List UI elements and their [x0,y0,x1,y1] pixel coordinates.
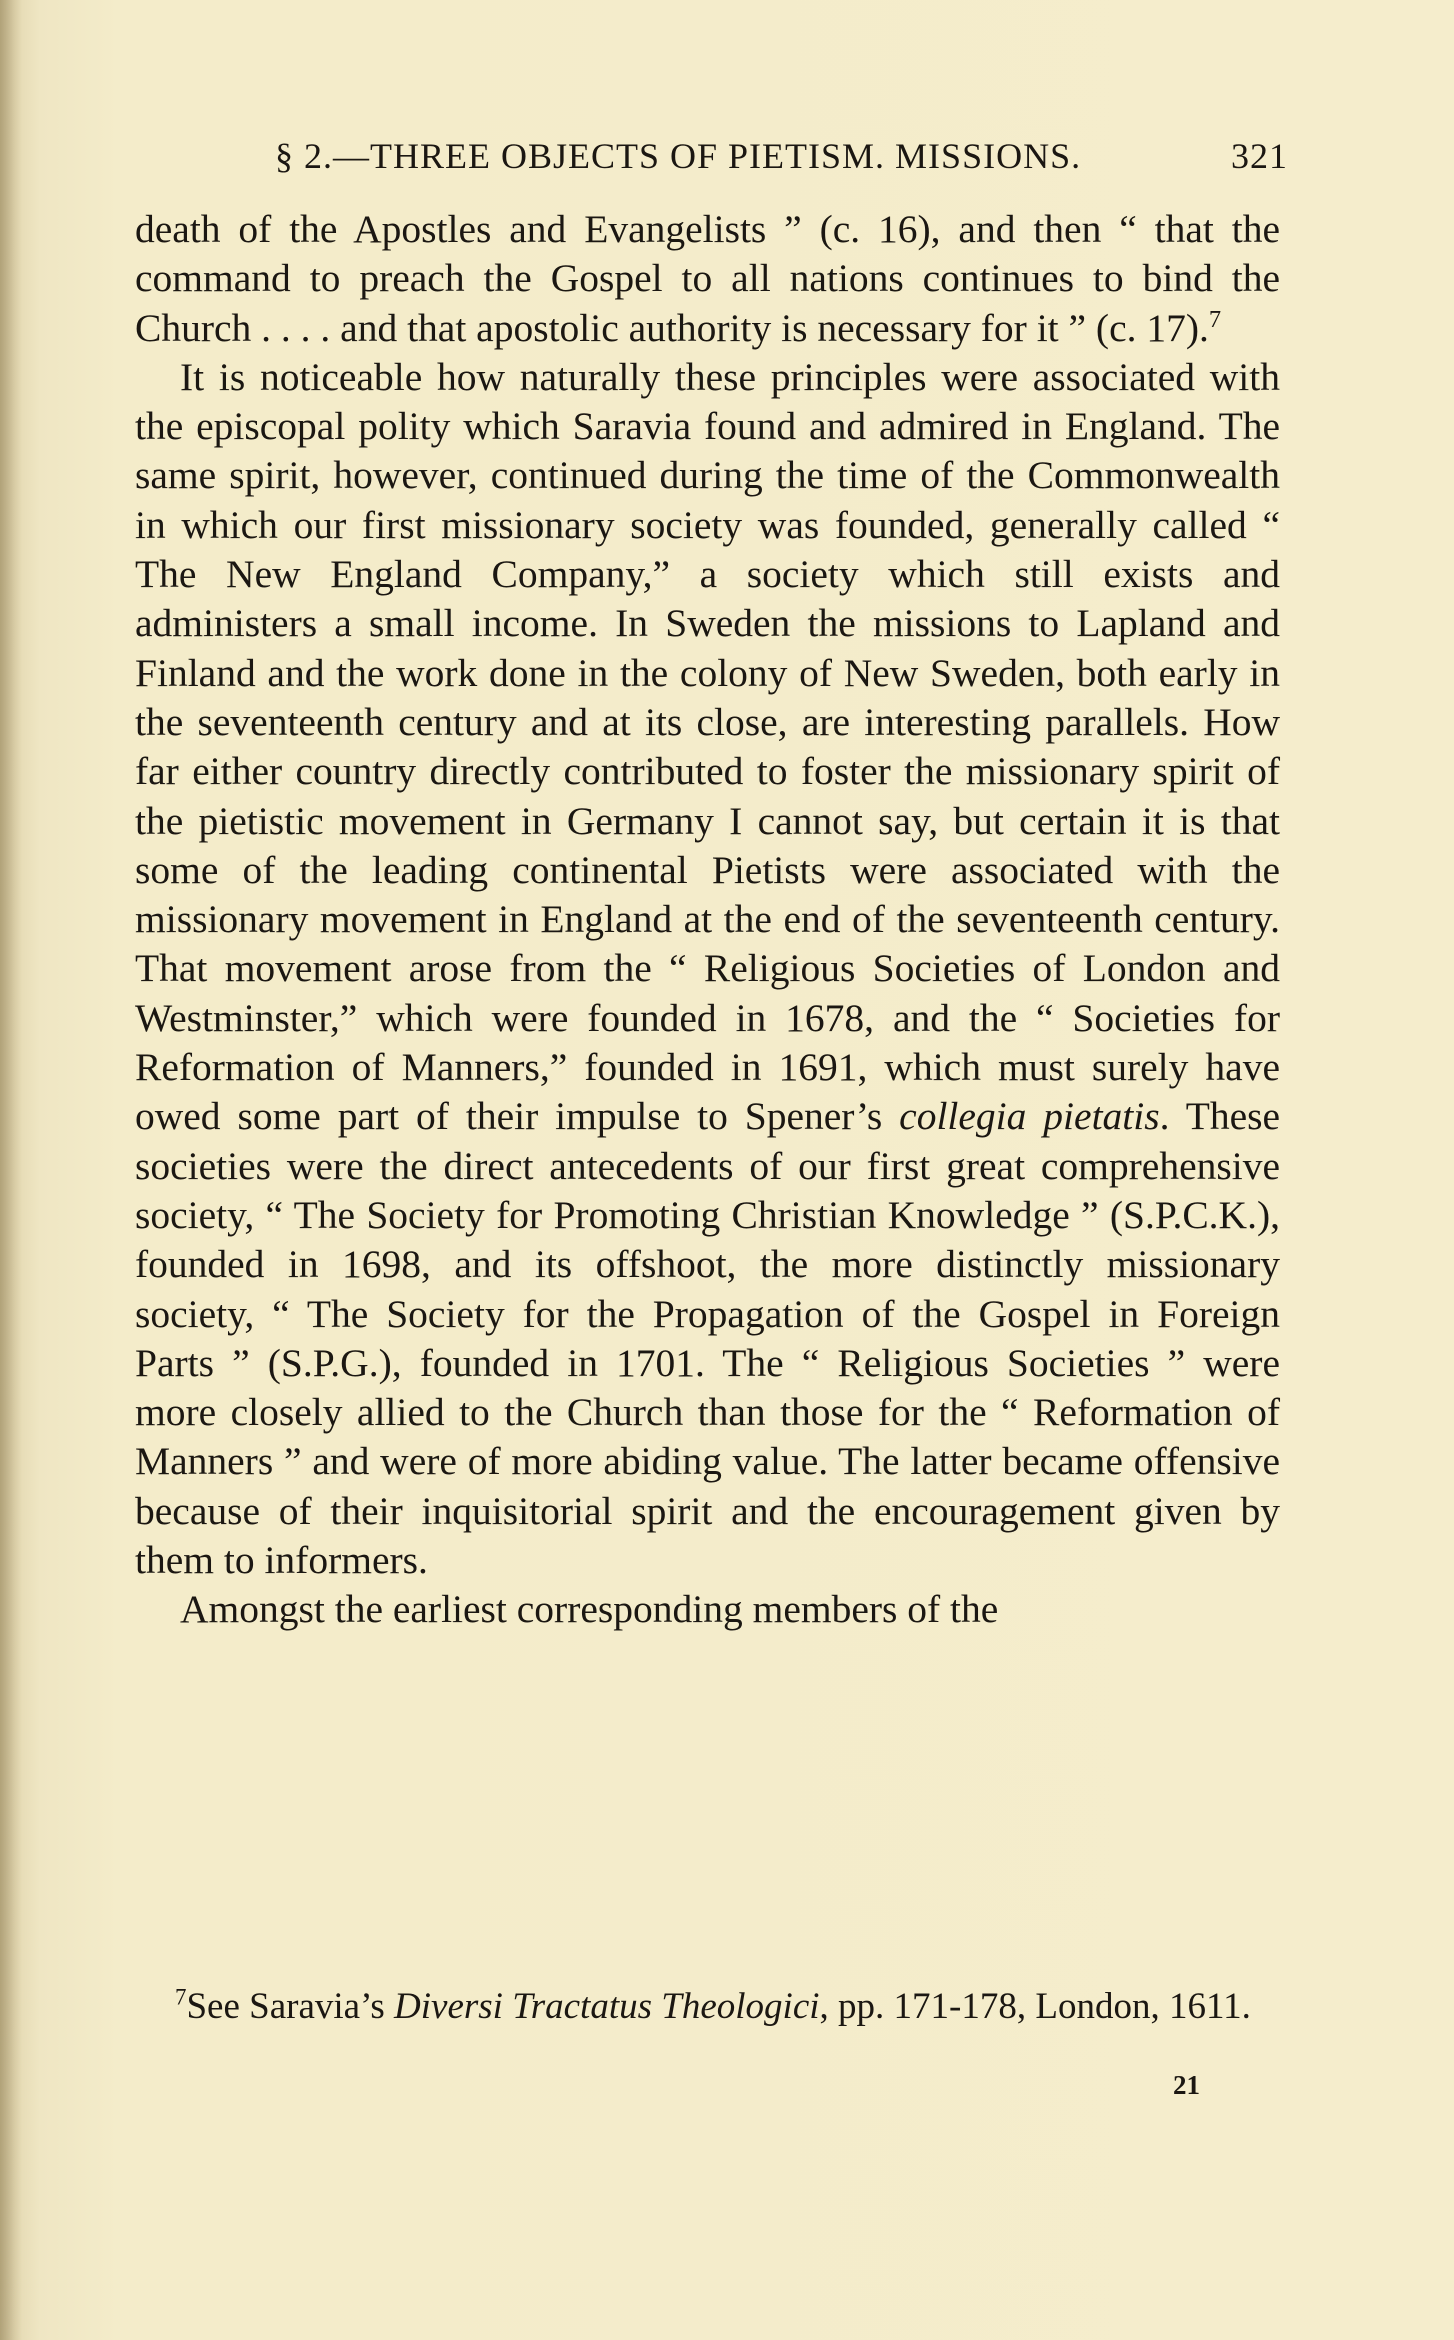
footnote-text-run: , pp. 171-178, London, 1611. [819,1986,1251,2027]
footnote-marker: 7 [175,1984,187,2010]
signature-mark: 21 [1173,2070,1200,2100]
body-text [135,205,1280,1635]
paragraph-text-run: It is noticeable how naturally these principles were associated with the episcopal polity which Saravia found and admired in England. The same spirit, however, continued during the time of the Commonwealth in which our first missionary society was founded, generally called “ The New England Company,” a society which still exists and administers a small income. In Sweden the missions to Lapland and Finland and the work done in the colony of New Sweden, both early in the seventeenth century and at its close, are interesting parallels. How far either country directly contributed to foster the missionary spirit of the pietistic movement in Germany I cannot say, but certain it is that some of the leading continental Pietists were associated with the missionary movement in England at the end of the seventeenth century. That movement arose from the “ Religious Societies of London and Westminster,” which were founded in 1678, and the “ Societies for Reformation of Manners,” founded in 1691, which must surely have owed some part of their impulse to Spener’s [135,354,1280,1139]
footnote-text [186,1986,1250,2027]
paragraph-text-run: death of the Apostles and Evangelists ” (c. 16), and then “ that the command to preach the Gospel to all nations continues to bind the Church . . . . and that apostolic authority is necessary for it ” (c. 17). [135,207,1280,350]
footnote [135,1983,1280,2030]
paragraph-3 [135,1585,1280,1634]
footnote-text-run: See Saravia’s [186,1986,395,2027]
paragraph-1 [135,205,1280,353]
paragraph-2 [135,353,1280,1585]
footnote-reference: 7 [1208,305,1222,333]
page-number: 321 [1231,136,1288,176]
paragraph-text-run: . These societies were the direct antecedents of our first great comprehensive society, “ The Society for Promoting Christian Knowledge ” (S.P.C.K.), founded in 1698, and its offshoot, the more distinctly missionary society, “ The Society for the Propagation of the Gospel in Foreign Parts ” (S.P.G.), founded in 1701. The “ Religious Societies ” were more closely allied to the Church than those for the “ Reformation of Manners ” and were of more abiding value. The latter became offensive because of their inquisitorial spirit and the encouragement given by them to informers. [135,1094,1281,1583]
paragraph-text-italic-run: collegia pietatis [899,1094,1160,1139]
paragraph-text-run: Amongst the earliest corresponding members of the [180,1587,999,1632]
running-header [135,132,1288,180]
running-head-title: § 2.—THREE OBJECTS OF PIETISM. MISSIONS. [275,136,1082,176]
gutter-shadow [0,0,22,2340]
footnote-text-italic-run: Diversi Tractatus Theologici [394,1986,820,2027]
